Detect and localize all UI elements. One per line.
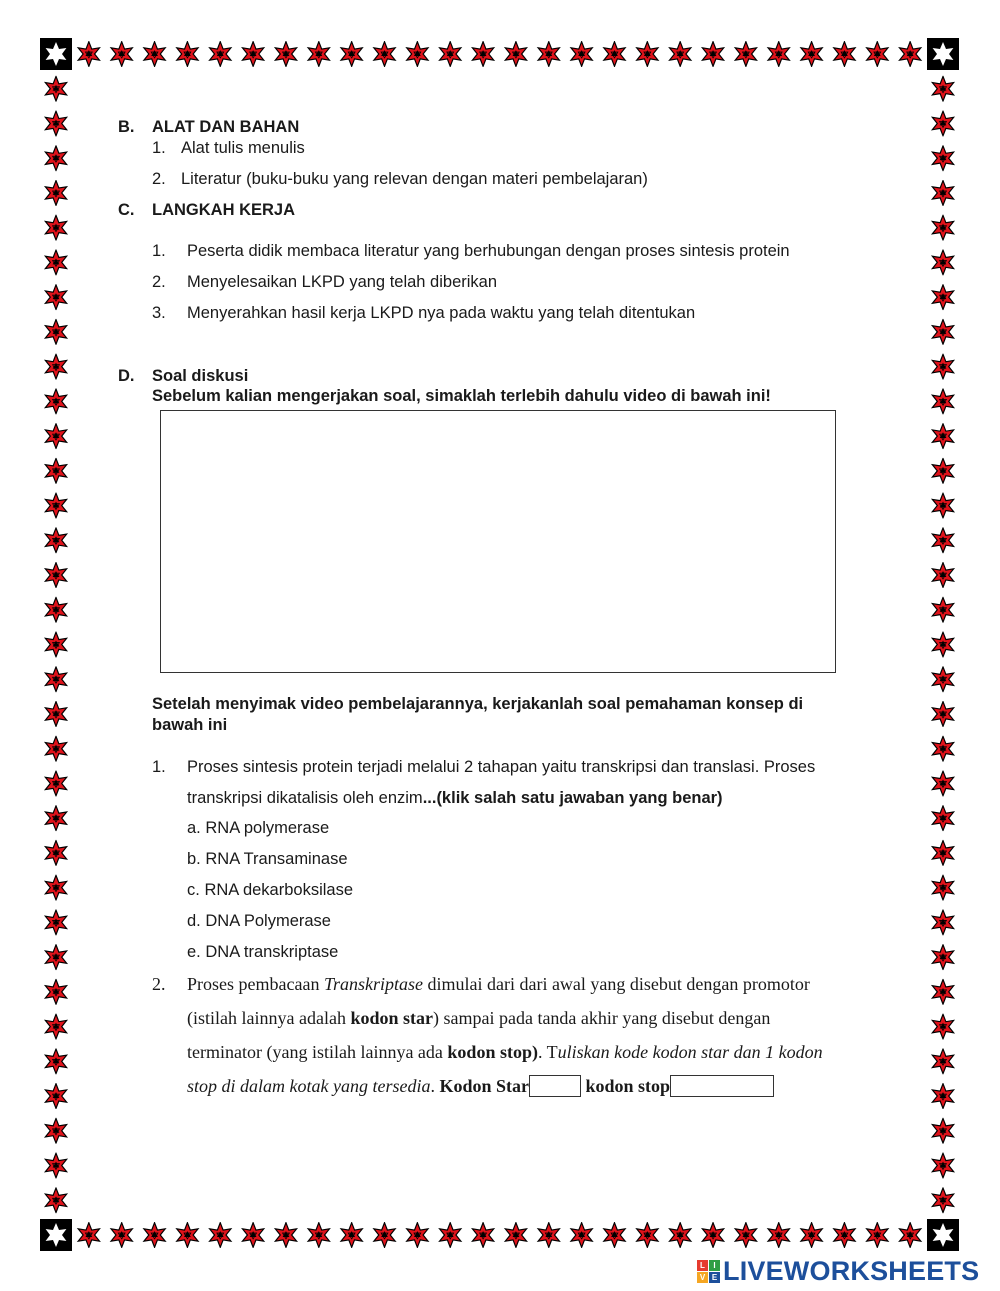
border-star-icon [801, 42, 822, 67]
border-star-icon [932, 702, 953, 727]
corner-star-icon [40, 1219, 72, 1251]
option-text: DNA transkriptase [205, 943, 339, 961]
border-star-icon [932, 285, 953, 310]
corner-star-icon [40, 38, 72, 70]
q2-text: . [430, 1076, 440, 1096]
border-star-icon [932, 771, 953, 796]
border-star-icon [932, 632, 953, 657]
section-b-title: ALAT DAN BAHAN [152, 118, 300, 136]
list-item: Menyelesaikan LKPD yang telah diberikan [187, 273, 498, 291]
video-instruction: Sebelum kalian mengerjakan soal, simaklah terlebih dahulu video di bawah ini! [152, 387, 771, 405]
border-star-icon [45, 702, 66, 727]
q2-term-bold: kodon star [350, 1008, 433, 1028]
border-star-icon [144, 42, 165, 67]
liveworksheets-logo [697, 1256, 979, 1287]
q2-text: . T [537, 1042, 558, 1062]
q2-instruction-italic: uliskan kode kodon star dan 1 kodon [557, 1042, 823, 1062]
border-star-icon [45, 181, 66, 206]
border-star-icon [834, 1223, 855, 1248]
border-star-icon [702, 42, 723, 67]
border-star-icon [932, 1049, 953, 1074]
q2-term-italic: Transkriptase [323, 974, 423, 994]
border-star-icon [932, 111, 953, 136]
border-star-icon [637, 1223, 658, 1248]
border-star-icon [932, 1118, 953, 1143]
kodon-start-label: Kodon Star [439, 1076, 529, 1096]
border-star-icon [144, 1223, 165, 1248]
border-star-icon [472, 42, 493, 67]
border-star-icon [45, 1153, 66, 1178]
border-star-icon [45, 1049, 66, 1074]
border-star-icon [45, 250, 66, 275]
list-item: Literatur (buku-buku yang relevan dengan materi pembelajaran) [181, 170, 648, 188]
option-text: DNA Polymerase [205, 912, 331, 930]
border-star-icon [440, 1223, 461, 1248]
border-star-icon [604, 1223, 625, 1248]
kodon-start-answer-input[interactable] [529, 1075, 581, 1097]
border-star-icon [899, 1223, 920, 1248]
border-star-icon [45, 493, 66, 518]
border-star-icon [932, 181, 953, 206]
q2-text: terminator (yang istilah lainnya ada [187, 1042, 448, 1062]
border-star-icon [932, 910, 953, 935]
border-star-icon [932, 76, 953, 101]
border-star-icon [505, 1223, 526, 1248]
border-star-icon [78, 42, 99, 67]
border-star-icon [867, 42, 888, 67]
logo-badge-letter: I [709, 1260, 720, 1271]
list-item-number: 3. [152, 304, 166, 322]
border-star-icon [242, 1223, 263, 1248]
border-star-icon [242, 42, 263, 67]
border-star-icon [45, 667, 66, 692]
border-star-icon [45, 841, 66, 866]
logo-badge-letter: L [697, 1260, 708, 1271]
video-embed-frame[interactable] [160, 410, 836, 673]
border-star-icon [45, 1118, 66, 1143]
border-star-icon [505, 42, 526, 67]
border-star-icon [341, 42, 362, 67]
q2-text: ) sampai pada tanda akhir yang disebut dengan [432, 1008, 771, 1028]
logo-badge [697, 1260, 720, 1283]
list-item: Peserta didik membaca literatur yang berhubungan dengan proses sintesis protein [187, 242, 790, 260]
border-star-icon [932, 980, 953, 1005]
after-video-instruction-line1: Setelah menyimak video pembelajarannya, kerjakanlah soal pemahaman konsep di [152, 695, 804, 713]
border-star-icon [932, 1188, 953, 1213]
border-star-icon [637, 42, 658, 67]
section-b-letter: B. [118, 118, 135, 136]
kodon-stop-answer-input[interactable] [670, 1075, 774, 1097]
kodon-stop-label: kodon stop [585, 1076, 671, 1096]
border-star-icon [735, 1223, 756, 1248]
q2-instruction-italic: stop di dalam kotak yang tersedia [187, 1076, 431, 1096]
option-text: RNA Transaminase [205, 850, 348, 868]
option-letter: b. [187, 850, 201, 868]
answer-option-a[interactable] [187, 818, 329, 838]
border-star-icon [341, 1223, 362, 1248]
border-star-icon [932, 320, 953, 345]
border-star-icon [932, 146, 953, 171]
border-star-icon [932, 528, 953, 553]
option-text: RNA polymerase [205, 819, 330, 837]
border-star-icon [932, 563, 953, 588]
border-star-icon [210, 42, 231, 67]
border-star-icon [45, 1084, 66, 1109]
border-star-icon [45, 528, 66, 553]
border-star-icon [111, 1223, 132, 1248]
list-item-number: 2. [152, 273, 166, 291]
border-star-icon [932, 597, 953, 622]
border-star-icon [932, 215, 953, 240]
border-star-icon [45, 285, 66, 310]
border-star-icon [932, 250, 953, 275]
border-star-icon [308, 42, 329, 67]
question-2-number: 2. [152, 974, 166, 994]
border-star-icon [45, 806, 66, 831]
border-star-icon [210, 1223, 231, 1248]
border-star-icon [177, 1223, 198, 1248]
border-star-icon [45, 563, 66, 588]
logo-badge-letter: E [709, 1272, 720, 1283]
border-star-icon [932, 493, 953, 518]
border-star-icon [407, 1223, 428, 1248]
border-star-icon [45, 771, 66, 796]
border-star-icon [45, 980, 66, 1005]
border-star-icon [374, 42, 395, 67]
border-star-icon [932, 806, 953, 831]
option-letter: e. [187, 943, 201, 961]
corner-star-icon [927, 38, 959, 70]
section-c-title: LANGKAH KERJA [152, 201, 296, 219]
option-letter: c. [187, 881, 200, 899]
border-star-icon [45, 632, 66, 657]
border-star-icon [472, 1223, 493, 1248]
question-1-text-plain: transkripsi dikatalisis oleh enzim [187, 789, 423, 807]
border-star-icon [45, 910, 66, 935]
border-star-icon [45, 458, 66, 483]
border-star-icon [374, 1223, 395, 1248]
border-star-icon [932, 1153, 953, 1178]
border-star-icon [571, 1223, 592, 1248]
border-star-icon [177, 42, 198, 67]
border-star-icon [899, 42, 920, 67]
list-item-number: 2. [152, 170, 166, 188]
border-star-icon [45, 389, 66, 414]
q2-term-bold: kodon stop) [447, 1042, 538, 1062]
answer-option-c[interactable] [187, 880, 353, 900]
q2-text: Proses pembacaan [187, 974, 324, 994]
border-star-icon [735, 42, 756, 67]
option-text: RNA dekarboksilase [204, 881, 354, 899]
border-star-icon [45, 424, 66, 449]
question-1-text-line2 [187, 788, 723, 808]
border-star-icon [867, 1223, 888, 1248]
border-star-icon [45, 76, 66, 101]
border-star-icon [45, 215, 66, 240]
border-star-icon [932, 389, 953, 414]
border-star-icon [932, 1014, 953, 1039]
border-star-icon [604, 42, 625, 67]
border-star-icon [440, 42, 461, 67]
q2-text: dimulai dari dari awal yang disebut dengan promotor [422, 974, 810, 994]
section-d-title: Soal diskusi [152, 367, 249, 385]
border-star-icon [45, 320, 66, 345]
border-star-icon [801, 1223, 822, 1248]
border-star-icon [45, 111, 66, 136]
border-star-icon [78, 1223, 99, 1248]
border-star-icon [45, 1188, 66, 1213]
option-letter: d. [187, 912, 201, 930]
border-star-icon [538, 1223, 559, 1248]
border-star-icon [45, 597, 66, 622]
border-star-icon [932, 736, 953, 761]
answer-option-b[interactable] [187, 849, 348, 869]
border-star-icon [932, 1084, 953, 1109]
border-star-icon [702, 1223, 723, 1248]
corner-star-icon [927, 1219, 959, 1251]
question-1-number: 1. [152, 758, 166, 776]
question-2-text-line4 [187, 1075, 774, 1097]
border-star-icon [932, 875, 953, 900]
border-star-icon [45, 945, 66, 970]
question-2-text-line1 [187, 973, 810, 995]
border-star-icon [834, 42, 855, 67]
border-star-icon [275, 1223, 296, 1248]
question-1-instruction: ...(klik salah satu jawaban yang benar) [422, 789, 723, 807]
border-star-icon [45, 875, 66, 900]
list-item: Alat tulis menulis [181, 139, 305, 157]
logo-wordmark: LIVEWORKSHEETS [723, 1256, 980, 1286]
border-star-icon [670, 1223, 691, 1248]
border-star-icon [571, 42, 592, 67]
border-star-icon [308, 1223, 329, 1248]
border-star-icon [111, 42, 132, 67]
border-star-icon [45, 354, 66, 379]
list-item-number: 1. [152, 242, 166, 260]
answer-option-e[interactable] [187, 942, 338, 962]
list-item: Menyerahkan hasil kerja LKPD nya pada waktu yang telah ditentukan [187, 304, 696, 322]
border-star-icon [768, 1223, 789, 1248]
border-star-icon [407, 42, 428, 67]
q2-text: (istilah lainnya adalah [187, 1008, 351, 1028]
border-star-icon [932, 945, 953, 970]
border-star-icon [768, 42, 789, 67]
border-star-icon [670, 42, 691, 67]
after-video-instruction-line2: bawah ini [152, 716, 228, 734]
question-1-text-line1: Proses sintesis protein terjadi melalui 2 tahapan yaitu transkripsi dan translasi. Proses [187, 758, 816, 776]
border-star-icon [45, 1014, 66, 1039]
border-star-icon [932, 667, 953, 692]
border-star-icon [275, 42, 296, 67]
section-c-letter: C. [118, 201, 135, 219]
list-item-number: 1. [152, 139, 166, 157]
answer-option-d[interactable] [187, 911, 331, 931]
logo-badge-letter: V [697, 1272, 708, 1283]
option-letter: a. [187, 819, 201, 837]
border-star-icon [932, 841, 953, 866]
border-star-icon [45, 736, 66, 761]
question-2-text-line2 [187, 1007, 770, 1029]
border-star-icon [932, 424, 953, 449]
border-star-icon [932, 458, 953, 483]
border-star-icon [45, 146, 66, 171]
border-star-icon [932, 354, 953, 379]
section-d-letter: D. [118, 367, 135, 385]
border-star-icon [538, 42, 559, 67]
question-2-text-line3 [187, 1041, 823, 1063]
